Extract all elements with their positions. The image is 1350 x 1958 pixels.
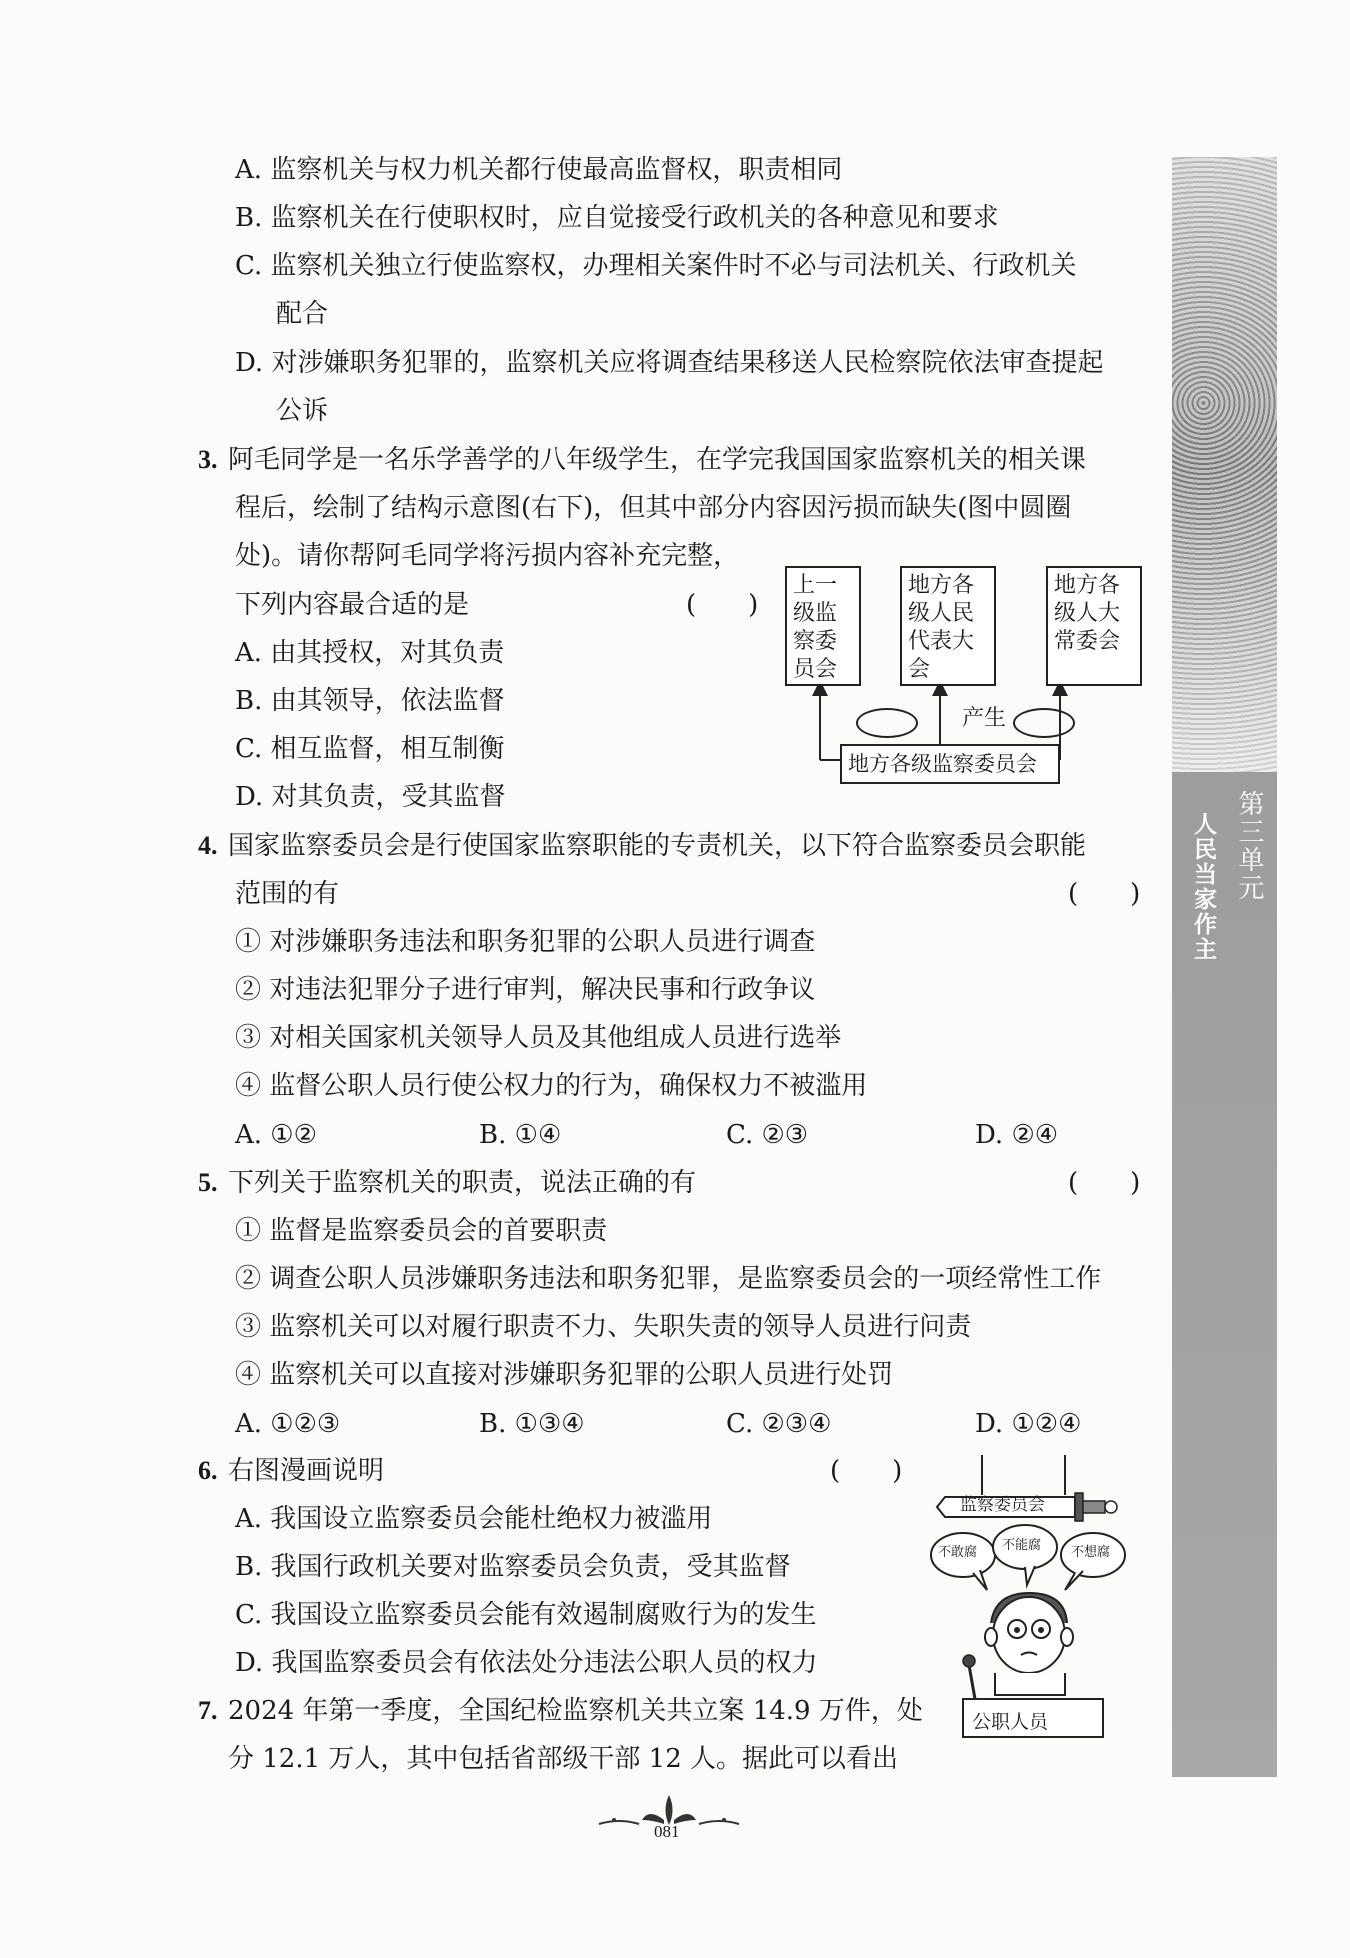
q2-option-a: A. 监察机关与权力机关都行使最高监督权，职责相同 xyxy=(235,155,843,185)
q6-line-1: 6. 右图漫画说明 xyxy=(198,1456,385,1486)
q3-option-c: C. 相互监督，相互制衡 xyxy=(235,734,505,764)
q4-item-3: ③ 对相关国家机关领导人员及其他组成人员进行选举 xyxy=(235,1023,842,1053)
q3-line-1: 3. 阿毛同学是一名乐学善学的八年级学生，在学完我国国家监察机关的相关课 xyxy=(198,445,1087,475)
sword-label: 监察委员会 xyxy=(960,1495,1045,1515)
q5-choice-b: B. ①③④ xyxy=(479,1409,585,1439)
q3-line-4: 下列内容最合适的是 xyxy=(235,590,470,620)
diagram-box-local-commission: 地方各级监察委员会 xyxy=(840,744,1060,784)
bubble-3-text: 不想腐 xyxy=(1071,1545,1111,1560)
q6-option-a: A. 我国设立监察委员会能杜绝权力被滥用 xyxy=(235,1504,713,1534)
q7-line-1: 7. 2024 年第一季度，全国纪检监察机关共立案 14.9 万件，处 xyxy=(198,1696,923,1726)
diagram-box-standing-committee: 地方各 级人大 常委会 xyxy=(1046,566,1142,686)
side-tab-pattern-fade xyxy=(1172,157,1277,772)
q5-number: 5. xyxy=(198,1168,218,1197)
q4-item-4: ④ 监督公职人员行使公权力的行为，确保权力不被滥用 xyxy=(235,1071,868,1101)
desk-label: 公职人员 xyxy=(972,1711,1049,1733)
q4-choice-a: A. ①② xyxy=(235,1120,317,1150)
q3-number: 3. xyxy=(198,445,218,474)
side-tab-title: 人民当家作主 xyxy=(1190,812,1216,962)
diagram-box-upper-commission: 上一 级监 察委 员会 xyxy=(785,566,861,686)
diagram-blank-oval-left xyxy=(856,708,918,738)
q7-line-2: 分 12.1 万人，其中包括省部级干部 12 人。据此可以看出 xyxy=(228,1744,899,1774)
q3-line-3: 处)。请你帮阿毛同学将污损内容补充完整， xyxy=(235,541,740,571)
q2-option-c: C. 监察机关独立行使监察权，办理相关案件时不必与司法机关、行政机关 xyxy=(235,251,1077,281)
q4-item-1: ① 对涉嫌职务违法和职务犯罪的公职人员进行调查 xyxy=(235,927,816,957)
q2-option-d-cont: 公诉 xyxy=(276,396,329,426)
q6-option-b: B. 我国行政机关要对监察委员会负责，受其监督 xyxy=(235,1552,791,1582)
q4-number: 4. xyxy=(198,831,218,860)
diagram-arrow-label: 产生 xyxy=(962,706,1007,731)
official-figure-icon xyxy=(963,1593,1073,1699)
q3-option-a: A. 由其授权，对其负责 xyxy=(235,638,505,668)
q2-option-c-cont: 配合 xyxy=(276,299,329,329)
q5-answer-paren: ( ) xyxy=(1068,1168,1141,1198)
q6-answer-paren: ( ) xyxy=(830,1456,903,1486)
q5-item-3: ③ 监察机关可以对履行职责不力、失职失责的领导人员进行问责 xyxy=(235,1312,972,1342)
q5-choice-c: C. ②③④ xyxy=(726,1409,832,1439)
q4-choice-c: C. ②③ xyxy=(726,1120,809,1150)
q4-choice-d: D. ②④ xyxy=(975,1120,1059,1150)
q3-option-d: D. 对其负责，受其监督 xyxy=(235,782,506,812)
q5-line-1: 5. 下列关于监察机关的职责，说法正确的有 xyxy=(198,1168,697,1198)
q4-answer-paren: ( ) xyxy=(1068,879,1141,909)
page-number: 081 xyxy=(654,1822,680,1841)
q4-choice-b: B. ①④ xyxy=(479,1120,562,1150)
q5-choice-d: D. ①②④ xyxy=(975,1409,1082,1439)
q2-option-b: B. 监察机关在行使职权时，应自觉接受行政机关的各种意见和要求 xyxy=(235,203,999,233)
q5-item-2: ② 调查公职人员涉嫌职务违法和职务犯罪，是监察委员会的一项经常性工作 xyxy=(235,1264,1102,1294)
q6-option-d: D. 我国监察委员会有依法处分违法公职人员的权力 xyxy=(235,1648,818,1678)
q4-item-2: ② 对违法犯罪分子进行审判，解决民事和行政争议 xyxy=(235,975,816,1005)
side-tab-unit: 第三单元 xyxy=(1234,790,1264,902)
q5-choice-a: A. ①②③ xyxy=(235,1409,341,1439)
q6-option-c: C. 我国设立监察委员会能有效遏制腐败行为的发生 xyxy=(235,1600,817,1630)
q5-item-4: ④ 监察机关可以直接对涉嫌职务犯罪的公职人员进行处罚 xyxy=(235,1360,894,1390)
q6-number: 6. xyxy=(198,1456,218,1485)
q3-line-2: 程后，绘制了结构示意图(右下)，但其中部分内容因污损而缺失(图中圆圈 xyxy=(235,493,1072,523)
q4-line-1: 4. 国家监察委员会是行使国家监察职能的专责机关，以下符合监察委员会职能 xyxy=(198,831,1087,861)
q3-option-b: B. 由其领导，依法监督 xyxy=(235,686,505,716)
bubble-1-text: 不敢腐 xyxy=(938,1545,978,1560)
q4-line-2: 范围的有 xyxy=(235,879,340,909)
q7-number: 7. xyxy=(198,1696,218,1725)
q2-option-d: D. 对涉嫌职务犯罪的，监察机关应将调查结果移送人民检察院依法审查提起 xyxy=(235,348,1104,378)
q3-answer-paren: ( ) xyxy=(686,590,759,620)
diagram-box-peoples-congress: 地方各 级人民 代表大 会 xyxy=(900,566,996,686)
bubble-2-text: 不能腐 xyxy=(1002,1538,1042,1553)
diagram-blank-oval-right xyxy=(1013,708,1075,738)
q5-item-1: ① 监督是监察委员会的首要职责 xyxy=(235,1216,608,1246)
